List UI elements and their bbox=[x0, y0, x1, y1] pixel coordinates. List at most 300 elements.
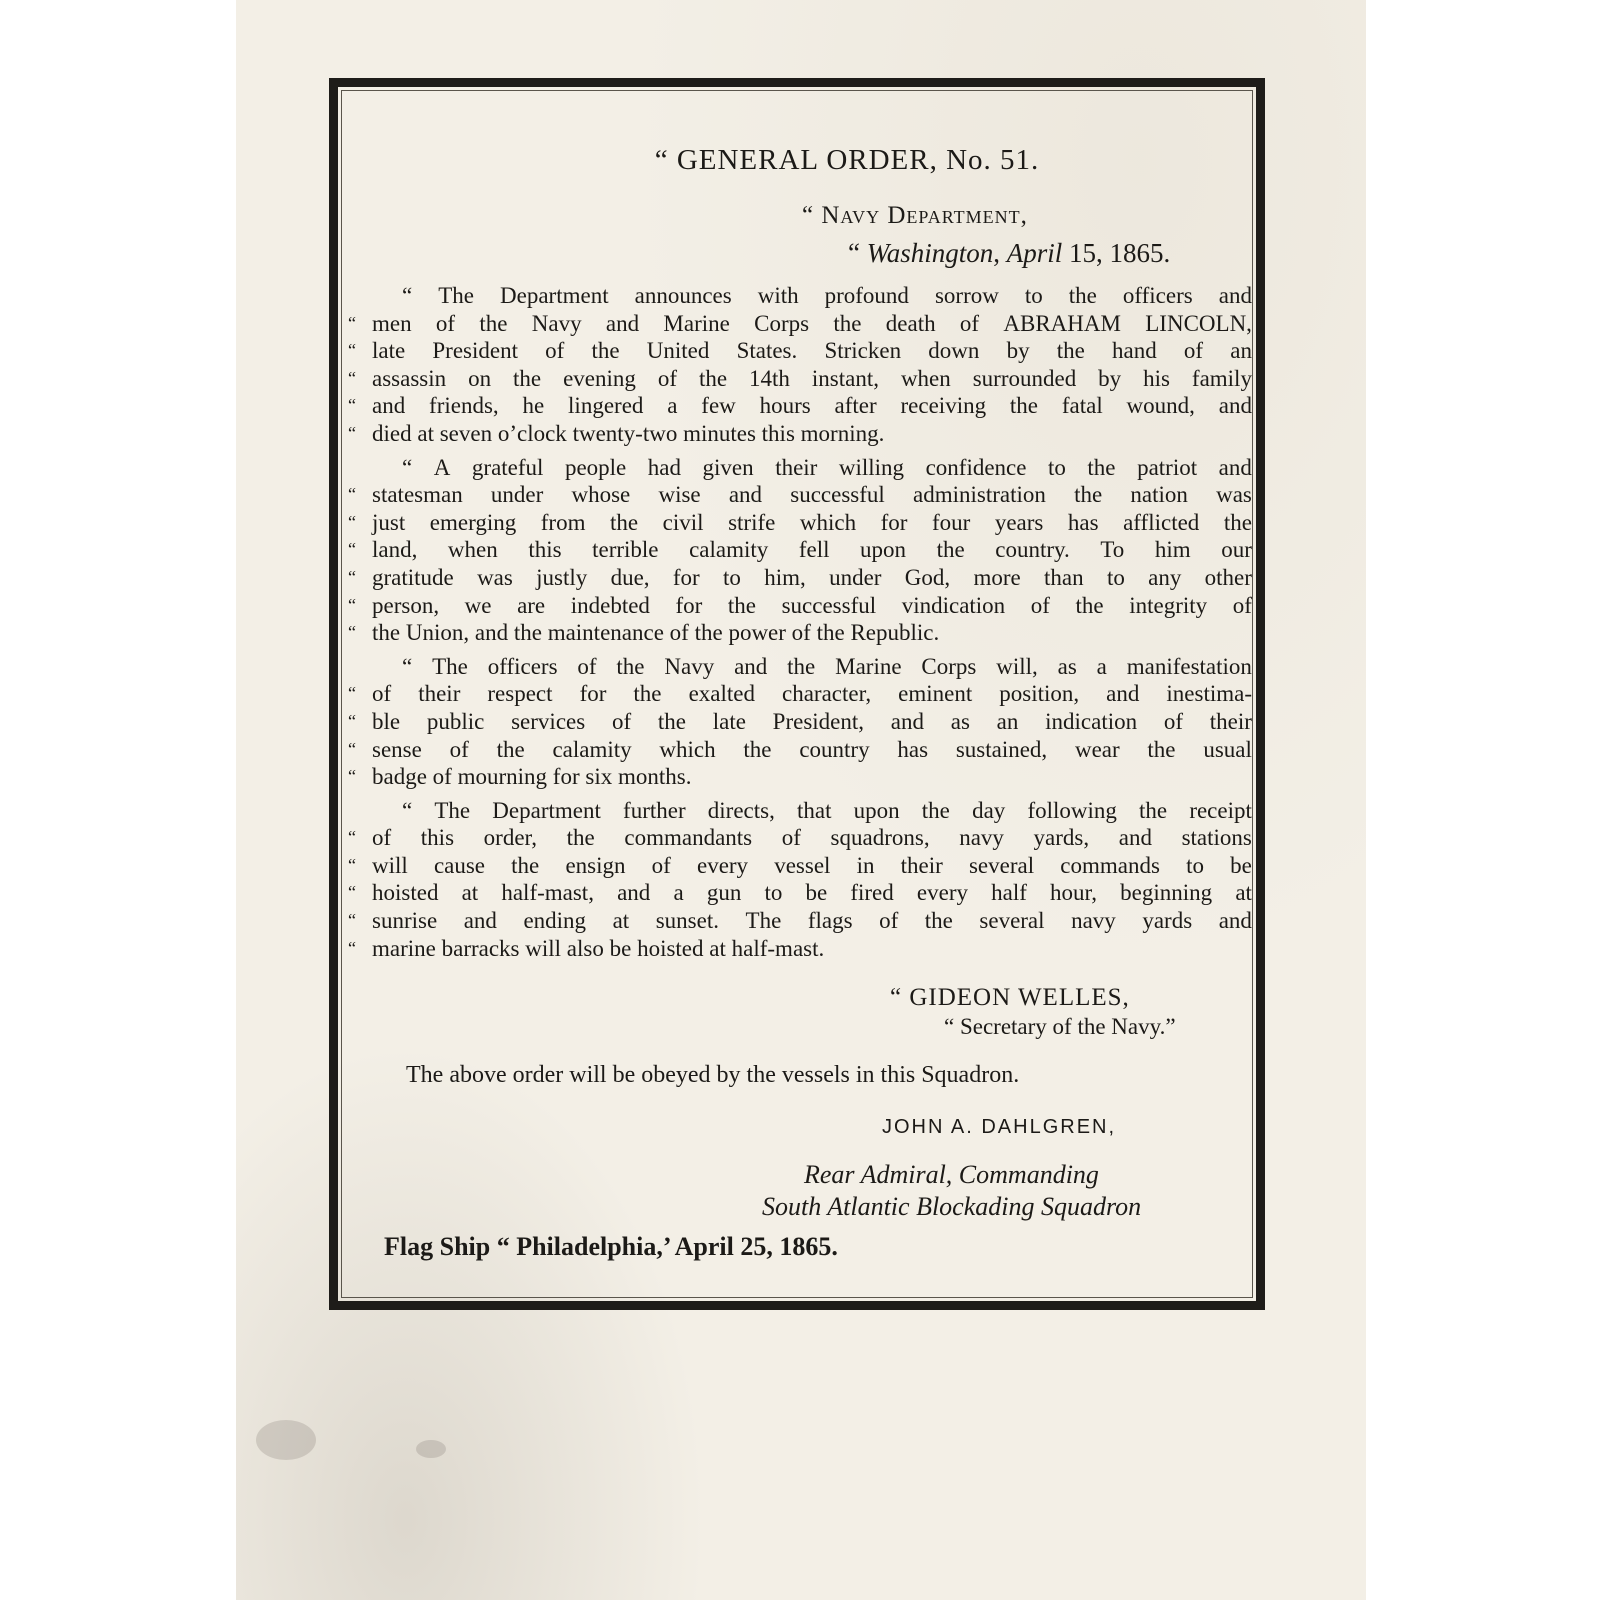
word: of bbox=[669, 620, 689, 646]
word: country. bbox=[995, 537, 1070, 563]
word: was bbox=[477, 564, 513, 590]
word: the bbox=[921, 797, 950, 823]
word: Navy bbox=[531, 310, 582, 336]
paragraph-line bbox=[348, 736, 1252, 764]
word: and bbox=[728, 482, 763, 508]
place-prefix: “ bbox=[848, 238, 867, 268]
line-quote-mark: “ bbox=[348, 683, 356, 704]
word: for bbox=[880, 509, 908, 535]
word: a bbox=[673, 880, 684, 906]
word: sorrow bbox=[934, 283, 999, 308]
word: died bbox=[372, 420, 412, 446]
word: wise bbox=[658, 482, 701, 508]
word: indication bbox=[1045, 708, 1138, 734]
word: and bbox=[1218, 454, 1252, 480]
word: “ bbox=[402, 653, 413, 679]
line-quote-mark: “ bbox=[348, 710, 356, 731]
word: yards, bbox=[1033, 825, 1090, 851]
word: which bbox=[799, 509, 857, 535]
word: and bbox=[890, 708, 924, 734]
word: calamity bbox=[689, 537, 769, 563]
word: God, bbox=[904, 564, 951, 590]
word: men bbox=[372, 310, 412, 336]
word: grateful bbox=[471, 454, 544, 480]
word: of bbox=[1030, 592, 1050, 618]
word: that bbox=[796, 797, 832, 823]
word: just bbox=[372, 509, 406, 535]
word: than bbox=[1044, 564, 1084, 590]
word: and bbox=[1218, 283, 1252, 308]
word: and bbox=[617, 880, 651, 906]
paragraph-line bbox=[348, 420, 1252, 448]
word: Corps bbox=[921, 653, 977, 679]
word: ending bbox=[523, 908, 587, 934]
word: the bbox=[479, 310, 508, 336]
word: of bbox=[791, 620, 811, 646]
line-quote-mark: “ bbox=[348, 882, 356, 903]
word: every bbox=[696, 852, 749, 878]
word: confidence bbox=[925, 454, 1027, 480]
paragraph-line bbox=[348, 907, 1252, 935]
word: public bbox=[426, 708, 485, 734]
word: The bbox=[432, 653, 468, 679]
word: at bbox=[417, 420, 434, 446]
order-paragraph bbox=[348, 797, 1252, 963]
paragraph-line bbox=[348, 619, 1252, 647]
word: “ bbox=[402, 797, 413, 823]
word: sunset. bbox=[655, 908, 719, 934]
word: gun bbox=[706, 880, 742, 906]
line-quote-mark: “ bbox=[348, 312, 356, 333]
word: hoisted bbox=[637, 935, 704, 961]
word: exalted bbox=[688, 681, 755, 707]
word: in bbox=[856, 852, 875, 878]
word: several bbox=[968, 852, 1035, 878]
word: down bbox=[928, 338, 980, 364]
word: ABRAHAM bbox=[1003, 310, 1121, 336]
word: officers bbox=[1122, 283, 1193, 308]
word: hour, bbox=[1050, 880, 1098, 906]
word: also bbox=[566, 935, 604, 961]
word: and bbox=[474, 620, 509, 646]
place-date-line bbox=[848, 238, 1170, 269]
word: him, bbox=[764, 564, 806, 590]
word: administration bbox=[913, 482, 1046, 508]
word: their bbox=[1209, 708, 1252, 734]
word: of bbox=[545, 338, 565, 364]
line-quote-mark: “ bbox=[348, 594, 356, 615]
obey-line: The above order will be obeyed by the vessels in this Squadron. bbox=[406, 1062, 1020, 1088]
word: at bbox=[1235, 880, 1252, 906]
word: half-mast, bbox=[501, 880, 594, 906]
word: vindication bbox=[901, 592, 1006, 618]
department-heading: “ Navy Department, bbox=[802, 202, 1028, 229]
word: the bbox=[591, 338, 620, 364]
word: for bbox=[552, 764, 580, 790]
word: Marine bbox=[835, 653, 902, 679]
word: The bbox=[745, 908, 782, 934]
word: we bbox=[464, 592, 492, 618]
line-quote-mark: “ bbox=[348, 738, 356, 759]
word: directs, bbox=[707, 797, 775, 823]
word: of bbox=[1183, 338, 1204, 364]
place-date: 15, 1865. bbox=[1062, 238, 1171, 268]
word: navy bbox=[959, 825, 1004, 851]
word: land, bbox=[372, 537, 418, 563]
word: gratitude bbox=[372, 564, 454, 590]
word: twenty-two bbox=[572, 420, 678, 446]
word: Department bbox=[492, 797, 601, 823]
order-paragraph bbox=[348, 653, 1252, 791]
word: of bbox=[879, 908, 899, 934]
word: few bbox=[701, 393, 736, 419]
word: and bbox=[372, 393, 406, 419]
signature-name: “ GIDEON WELLES, bbox=[890, 984, 1130, 1011]
word: and bbox=[1118, 825, 1152, 851]
word: this bbox=[761, 420, 795, 446]
word: at bbox=[709, 935, 726, 961]
word: an bbox=[1230, 338, 1252, 364]
word: for bbox=[675, 592, 703, 618]
word: barracks bbox=[441, 935, 520, 961]
word: has bbox=[897, 736, 929, 762]
paragraph-line bbox=[348, 680, 1252, 708]
word: as bbox=[950, 708, 970, 734]
word: President bbox=[432, 338, 518, 364]
word: announces bbox=[634, 283, 732, 308]
word: to bbox=[1024, 283, 1043, 308]
word: the bbox=[1147, 736, 1176, 762]
word: Navy bbox=[664, 653, 715, 679]
word: and bbox=[1218, 393, 1252, 419]
word: inestima- bbox=[1166, 681, 1252, 707]
word: people bbox=[564, 454, 627, 480]
word: the bbox=[833, 310, 862, 336]
word: under bbox=[490, 482, 544, 508]
word: hours bbox=[759, 393, 811, 419]
word: Corps bbox=[754, 310, 810, 336]
word: officers bbox=[487, 653, 558, 679]
word: death bbox=[885, 310, 936, 336]
word: sunrise bbox=[372, 908, 438, 934]
line-quote-mark: “ bbox=[348, 622, 356, 643]
word: usual bbox=[1203, 736, 1252, 762]
paragraph-line bbox=[348, 879, 1252, 907]
paragraph-line bbox=[372, 454, 1252, 482]
word: the bbox=[743, 736, 772, 762]
word: instant, bbox=[811, 365, 879, 391]
word: statesman bbox=[372, 482, 463, 508]
paragraph-line bbox=[348, 852, 1252, 880]
word: the bbox=[1223, 509, 1252, 535]
word: other bbox=[1204, 564, 1252, 590]
word: fell bbox=[798, 537, 830, 563]
word: when bbox=[900, 365, 951, 391]
flag-ship-line: Flag Ship “ Philadelphia,’ April 25, 1865. bbox=[384, 1232, 838, 1261]
word: half bbox=[991, 880, 1027, 906]
place-comma: , bbox=[993, 238, 1007, 268]
word: of bbox=[435, 310, 456, 336]
word: to bbox=[1186, 852, 1204, 878]
word: more bbox=[973, 564, 1021, 590]
word: willing bbox=[838, 454, 905, 480]
word: four bbox=[931, 509, 971, 535]
word: maintenance bbox=[547, 620, 664, 646]
word: the bbox=[616, 653, 645, 679]
word: of bbox=[432, 764, 452, 790]
word: assassin bbox=[372, 365, 447, 391]
word: of bbox=[372, 825, 392, 851]
word: eminent bbox=[898, 681, 973, 707]
word: six bbox=[585, 764, 613, 790]
word: family bbox=[1191, 365, 1252, 391]
word: wear bbox=[1074, 736, 1120, 762]
word: to bbox=[764, 880, 783, 906]
word: strife bbox=[728, 509, 776, 535]
paragraph-line bbox=[348, 337, 1252, 365]
word: upon bbox=[860, 537, 907, 563]
word: the bbox=[1075, 592, 1104, 618]
word: and bbox=[463, 908, 497, 934]
word: of bbox=[959, 310, 980, 336]
word: President, bbox=[772, 708, 865, 734]
word: United bbox=[646, 338, 710, 364]
word: the bbox=[1056, 338, 1085, 364]
word: the bbox=[633, 681, 662, 707]
word: will bbox=[372, 852, 408, 878]
word: will, bbox=[996, 653, 1038, 679]
line-quote-mark: “ bbox=[348, 854, 356, 875]
word: ensign bbox=[565, 852, 626, 878]
word: the bbox=[513, 365, 542, 391]
word: To bbox=[1100, 537, 1125, 563]
word: the bbox=[924, 908, 953, 934]
word: order, bbox=[483, 825, 538, 851]
word: nation bbox=[1130, 482, 1188, 508]
commander-squadron: South Atlantic Blockading Squadron bbox=[762, 1192, 1142, 1221]
word: late bbox=[372, 338, 406, 364]
word: receiving bbox=[900, 393, 987, 419]
word: the bbox=[511, 852, 540, 878]
word: under bbox=[829, 564, 882, 590]
line-quote-mark: “ bbox=[348, 566, 356, 587]
word: the bbox=[727, 592, 757, 618]
word: of bbox=[657, 365, 678, 391]
word: of bbox=[577, 653, 597, 679]
word: wound, bbox=[1126, 393, 1195, 419]
paragraph-line bbox=[348, 708, 1252, 736]
word: has bbox=[1067, 509, 1099, 535]
word: for bbox=[579, 681, 607, 707]
word: morning. bbox=[800, 420, 885, 446]
line-quote-mark: “ bbox=[348, 340, 356, 361]
word: and bbox=[1106, 681, 1140, 707]
word: States. bbox=[736, 338, 798, 364]
word: from bbox=[540, 509, 586, 535]
word: the bbox=[936, 537, 965, 563]
word: friends, bbox=[429, 393, 499, 419]
word: months. bbox=[617, 764, 692, 790]
word: and bbox=[605, 310, 640, 336]
word: after bbox=[834, 393, 877, 419]
word: any bbox=[1148, 564, 1182, 590]
line-quote-mark: “ bbox=[348, 910, 356, 931]
word: cause bbox=[433, 852, 486, 878]
word: an bbox=[996, 708, 1019, 734]
word: following bbox=[1027, 797, 1117, 823]
word: marine bbox=[372, 935, 436, 961]
word: and bbox=[1218, 908, 1252, 934]
word: the bbox=[1074, 482, 1103, 508]
word: country bbox=[799, 736, 870, 762]
word: afflicted bbox=[1123, 509, 1200, 535]
line-quote-mark: “ bbox=[348, 766, 356, 787]
order-paragraph bbox=[348, 282, 1252, 448]
word: indebted bbox=[570, 592, 650, 618]
paragraph-line bbox=[348, 481, 1252, 509]
word: Department bbox=[500, 283, 609, 308]
word: integrity bbox=[1129, 592, 1208, 618]
word: flags bbox=[807, 908, 853, 934]
word: commands bbox=[1060, 852, 1160, 878]
paragraph-line bbox=[372, 653, 1252, 681]
word: to bbox=[1106, 564, 1125, 590]
place-month: April bbox=[1006, 238, 1063, 268]
word: vessel bbox=[774, 852, 831, 878]
word: half-mast. bbox=[731, 935, 825, 961]
word: upon bbox=[853, 797, 900, 823]
word: services bbox=[511, 708, 586, 734]
word: terrible bbox=[592, 537, 659, 563]
line-quote-mark: “ bbox=[348, 422, 356, 443]
word: be bbox=[805, 880, 828, 906]
word: the bbox=[372, 620, 401, 646]
line-quote-mark: “ bbox=[348, 827, 356, 848]
word: character, bbox=[782, 681, 872, 707]
paragraph-line bbox=[348, 392, 1252, 420]
word: the bbox=[610, 509, 639, 535]
word: Marine bbox=[663, 310, 730, 336]
word: Union, bbox=[405, 620, 470, 646]
word: and bbox=[734, 653, 768, 679]
word: the bbox=[698, 365, 728, 391]
paragraph-line bbox=[348, 310, 1252, 338]
paragraph-line bbox=[348, 365, 1252, 393]
word: badge bbox=[372, 764, 427, 790]
paragraph-line bbox=[348, 935, 1252, 963]
word: when bbox=[447, 537, 498, 563]
word: commandants bbox=[624, 825, 753, 851]
word: lingered bbox=[568, 393, 644, 419]
word: the bbox=[1139, 797, 1168, 823]
word: the bbox=[1009, 393, 1039, 419]
word: hoisted bbox=[372, 880, 439, 906]
line-quote-mark: “ bbox=[348, 484, 356, 505]
word: receipt bbox=[1189, 797, 1252, 823]
general-order-document bbox=[348, 140, 1252, 1261]
paragraph-line bbox=[348, 536, 1252, 564]
word: yards bbox=[1142, 908, 1193, 934]
word: respect bbox=[487, 681, 553, 707]
paragraph-line bbox=[348, 592, 1252, 620]
word: whose bbox=[571, 482, 631, 508]
word: the bbox=[787, 653, 816, 679]
word: minutes bbox=[683, 420, 756, 446]
paragraph-line bbox=[348, 509, 1252, 537]
word: hand bbox=[1112, 338, 1157, 364]
word: the bbox=[1068, 283, 1097, 308]
word: due, bbox=[610, 564, 650, 590]
word: squadrons, bbox=[830, 825, 930, 851]
word: “ bbox=[402, 454, 413, 480]
word: beginning bbox=[1120, 880, 1213, 906]
commander-name: JOHN A. DAHLGREN, bbox=[882, 1116, 1117, 1138]
word: the bbox=[694, 620, 723, 646]
word: Stricken bbox=[824, 338, 902, 364]
word: a bbox=[1096, 653, 1107, 679]
paper-stain bbox=[416, 1440, 446, 1458]
word: calamity bbox=[552, 736, 632, 762]
word: stations bbox=[1181, 825, 1252, 851]
word: the bbox=[1087, 454, 1116, 480]
word: a bbox=[667, 393, 678, 419]
word: will bbox=[525, 935, 562, 961]
word: of bbox=[449, 736, 469, 762]
word: emerging bbox=[429, 509, 517, 535]
word: on bbox=[468, 365, 492, 391]
paragraph-line bbox=[372, 282, 1252, 310]
order-body bbox=[348, 282, 1252, 968]
word: for bbox=[672, 564, 700, 590]
paragraph-line bbox=[348, 564, 1252, 592]
word: fatal bbox=[1061, 393, 1103, 419]
word: by bbox=[1098, 365, 1122, 391]
word: evening bbox=[563, 365, 636, 391]
word: our bbox=[1221, 537, 1252, 563]
word: justly bbox=[536, 564, 588, 590]
signature-title: “ Secretary of the Navy.” bbox=[944, 1014, 1176, 1039]
word: this bbox=[420, 825, 455, 851]
word: ble bbox=[372, 708, 401, 734]
word: their bbox=[900, 852, 943, 878]
word: be bbox=[1230, 852, 1252, 878]
word: of bbox=[781, 825, 801, 851]
word: surrounded bbox=[972, 365, 1077, 391]
word: seven bbox=[439, 420, 493, 446]
word: fired bbox=[850, 880, 894, 906]
word: years bbox=[994, 509, 1044, 535]
word: the bbox=[566, 825, 595, 851]
word: mourning bbox=[457, 764, 548, 790]
word: The bbox=[438, 283, 474, 308]
word: the bbox=[513, 620, 542, 646]
order-title: “ GENERAL ORDER, No. 51. bbox=[654, 144, 1040, 176]
word: he bbox=[522, 393, 545, 419]
word: the bbox=[496, 736, 525, 762]
word: be bbox=[609, 935, 632, 961]
word: of bbox=[611, 708, 632, 734]
word: The bbox=[434, 797, 471, 823]
word: by bbox=[1006, 338, 1030, 364]
word: every bbox=[916, 880, 968, 906]
word: the bbox=[816, 620, 845, 646]
word: the bbox=[657, 708, 686, 734]
word: A bbox=[433, 454, 451, 480]
commander-rank: Rear Admiral, Commanding bbox=[804, 1160, 1099, 1189]
word: of bbox=[372, 681, 392, 707]
word: late bbox=[712, 708, 746, 734]
word: at bbox=[461, 880, 479, 906]
